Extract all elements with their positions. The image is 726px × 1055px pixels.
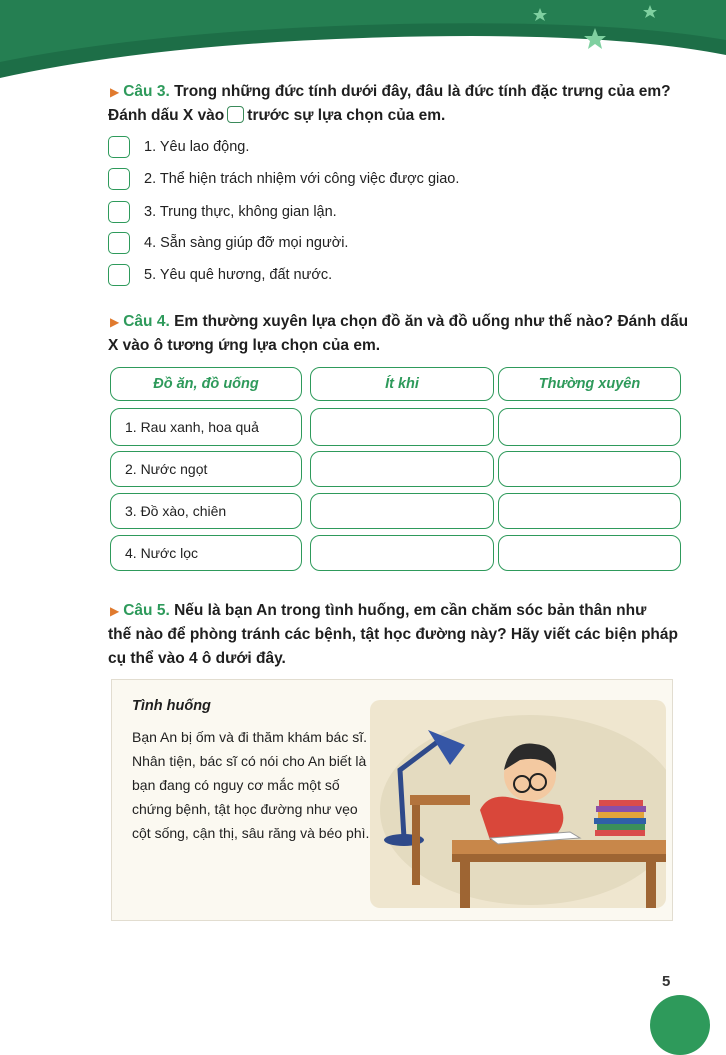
table-header-often: Thường xuyên xyxy=(498,367,681,401)
q3-option-text: 1. Yêu lao động. xyxy=(144,139,250,155)
situation-title: Tình huống xyxy=(132,698,211,714)
q3-option xyxy=(108,200,337,224)
q4-title xyxy=(110,309,688,335)
q5-label: Câu 5. xyxy=(123,602,170,619)
q5-line3: cụ thể vào 4 ô dưới đây. xyxy=(108,650,286,667)
table-cell-often[interactable] xyxy=(498,451,681,487)
q3-title xyxy=(110,79,671,105)
q3-option-text: 3. Trung thực, không gian lận. xyxy=(144,204,337,220)
bullet-arrow-icon: ▶ xyxy=(110,604,120,618)
q3-instruction xyxy=(108,103,445,128)
q3-option-text: 2. Thể hiện trách nhiệm với công việc được giao. xyxy=(144,171,460,187)
table-header-rarely: Ít khi xyxy=(310,367,494,401)
q3-option xyxy=(108,231,348,255)
books-icon xyxy=(594,800,646,836)
q5-line2: thế nào để phòng tránh các bệnh, tật học đường này? Hãy viết các biện pháp xyxy=(108,626,678,643)
q3-option-text: 5. Yêu quê hương, đất nước. xyxy=(144,267,333,283)
q3-checkbox[interactable] xyxy=(108,136,130,158)
bullet-arrow-icon: ▶ xyxy=(110,85,120,99)
table-cell-rarely[interactable] xyxy=(310,493,494,529)
q4-line2: X vào ô tương ứng lựa chọn của em. xyxy=(108,337,381,354)
q3-line2-pre: Đánh dấu X vào xyxy=(108,107,225,124)
table-row-label: 3. Đồ xào, chiên xyxy=(110,493,302,529)
q3-option-text: 4. Sẵn sàng giúp đỡ mọi người. xyxy=(144,235,349,251)
page-corner-decoration xyxy=(650,995,710,1055)
table-header-food: Đồ ăn, đồ uống xyxy=(110,367,302,401)
inline-checkbox-icon xyxy=(227,106,244,123)
table-cell-rarely[interactable] xyxy=(310,451,494,487)
table-cell-rarely[interactable] xyxy=(310,535,494,571)
table-cell-rarely[interactable] xyxy=(310,408,494,446)
q3-checkbox[interactable] xyxy=(108,232,130,254)
situation-text: Bạn An bị ốm và đi thăm khám bác sĩ. Nhân tiện, bác sĩ có nói cho An biết là bạn đang có nguy cơ mắc một số chứng bệnh, tật học đường như vẹo cột sống, cận thị, sâu răng và béo phì. xyxy=(132,729,370,841)
q4-label: Câu 4. xyxy=(123,313,170,330)
q3-line2-post: trước sự lựa chọn của em. xyxy=(247,107,446,124)
q3-checkbox[interactable] xyxy=(108,168,130,190)
table-row-label: 1. Rau xanh, hoa quả xyxy=(110,408,302,446)
q3-checkbox[interactable] xyxy=(108,264,130,286)
q3-label: Câu 3. xyxy=(123,83,170,100)
q3-option xyxy=(108,167,459,191)
q3-option xyxy=(108,263,332,287)
table-row-label: 2. Nước ngọt xyxy=(110,451,302,487)
q5-line1: Nếu là bạn An trong tình huống, em cần chăm sóc bản thân như xyxy=(174,602,647,619)
table-row-label: 4. Nước lọc xyxy=(110,535,302,571)
q4-line1: Em thường xuyên lựa chọn đồ ăn và đồ uống như thế nào? Đánh dấu xyxy=(174,313,689,330)
q3-line1: Trong những đức tính dưới đây, đâu là đức tính đặc trưng của em? xyxy=(174,83,671,100)
q5-title xyxy=(110,598,646,624)
student-studying-illustration xyxy=(370,700,666,908)
table-cell-often[interactable] xyxy=(498,535,681,571)
table-cell-often[interactable] xyxy=(498,493,681,529)
header-band xyxy=(0,0,726,90)
q3-option xyxy=(108,135,249,159)
page-number: 5 xyxy=(662,973,671,990)
q3-checkbox[interactable] xyxy=(108,201,130,223)
table-cell-often[interactable] xyxy=(498,408,681,446)
bullet-arrow-icon: ▶ xyxy=(110,315,120,329)
